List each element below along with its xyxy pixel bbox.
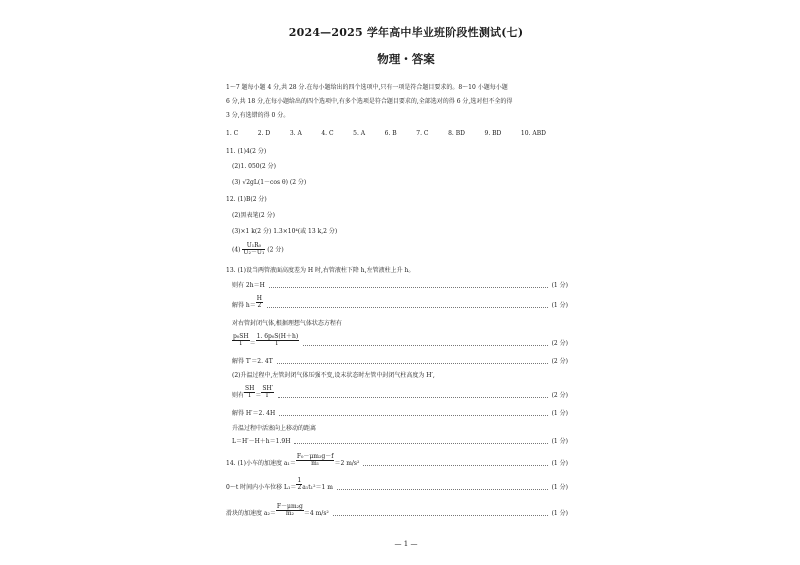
q13-line-6: 解得 T′＝2. 4T (2 分) — [232, 358, 568, 365]
answer-10: 10. ABD — [520, 130, 546, 137]
q14-line-3: 滑块的加速度 a₂＝ $\frac{\text{F－μm₂g}}{\text{m₂}}$ ＝4 m/s² (1 分) — [226, 503, 568, 518]
q13-line-5: $\frac{\text{p₀SH}}{T}$ ＝ $\frac{\text{1. 6p₀S(H＋h)}}{T'}$ (2 分) — [233, 333, 568, 348]
q13-line-7: (2)升温过程中,左管封闭气体压强不变,设末状态时左管中封闭气柱高度为 H′, — [232, 372, 435, 379]
q11-part-2: (2)1. 050(2 分) — [232, 163, 276, 170]
q12-part-4: (4) $\frac{\text{U₁R₀}}{\text{U₂－U₁}}$ (2 分) — [232, 242, 284, 257]
answer-8: 8. BD — [448, 130, 465, 137]
intro-line-3: 3 分,有选错的得 0 分。 — [226, 112, 290, 119]
q12-part-3: (3)×1 k(2 分) 1.3×10⁴(或 13 k,2 分) — [232, 228, 338, 235]
answer-5: 5. A — [353, 130, 366, 137]
answer-7: 7. C — [416, 130, 429, 137]
page-subtitle: 物理・答案 — [377, 52, 435, 66]
answer-4: 4. C — [321, 130, 334, 137]
q11-part-1: 11. (1)4(2 分) — [226, 148, 267, 155]
q13-line-4: 对右管封闭气体,根据理想气体状态方程有 — [232, 320, 342, 327]
answer-sheet-page — [226, 20, 586, 560]
q13-line-1: 13. (1)设当两管液面高度差为 H 时,右管液柱下降 h,左管液柱上升 h。 — [226, 267, 415, 274]
answer-6: 6. B — [384, 130, 397, 137]
q12-fraction: $\frac{\text{U₁R₀}}{\text{U₂－U₁}}$ — [243, 242, 265, 257]
page-title: 2024—2025 学年高中毕业班阶段性测试(七) — [288, 26, 524, 39]
choice-answers-row — [226, 130, 546, 138]
page-number: — 1 — — [394, 540, 418, 548]
q11-part-3: (3) √2gL(1－cos θ) (2 分) — [232, 179, 307, 186]
answer-3: 3. A — [289, 130, 302, 137]
intro-line-2: 6 分,共 18 分,在每小题给出的四个选项中,有多个选项是符合题目要求的,全部选对的得 6 分,选对但不全的得 — [226, 98, 513, 105]
q12-part-2: (2)黑表笔(2 分) — [232, 212, 275, 219]
answer-1: 1. C — [226, 130, 239, 137]
q13-line-11: L＝H′－H＋h＝1.9H (1 分) — [232, 438, 568, 445]
q13-line-8: 则有 $\frac{SH}{T}$ ＝ $\frac{SH'}{T'}$ (2 分) — [232, 385, 568, 400]
q13-line-3: 解得 h＝ $\frac{H}{2}$ (1 分) — [232, 295, 568, 310]
q13-line-2: 则有 2h＝H (1 分) — [232, 282, 568, 289]
answer-2: 2. D — [257, 130, 271, 137]
q14-line-2: 0～t 时间内小车位移 L₁＝ $\frac{1}{2}$ a₁t₁²＝1 m (1 分) — [226, 477, 568, 492]
answer-9: 9. BD — [484, 130, 502, 137]
q14-line-1: 14. (1)小车的加速度 a₁＝ $\frac{\text{F₀－μm₂g－f}}{\text{m₁}}$ ＝2 m/s² (1 分) — [226, 453, 568, 468]
q13-line-9: 解得 H′＝2. 4H (1 分) — [232, 410, 568, 417]
intro-line-1: 1～7 题每小题 4 分,共 28 分.在每小题给出的四个选项中,只有一项是符合题目要求的。8～10 小题每小题 — [226, 84, 508, 91]
q12-part-1: 12. (1)B(2 分) — [226, 196, 267, 203]
q13-line-10: 升温过程中活塞向上移动的距离 — [232, 425, 317, 432]
